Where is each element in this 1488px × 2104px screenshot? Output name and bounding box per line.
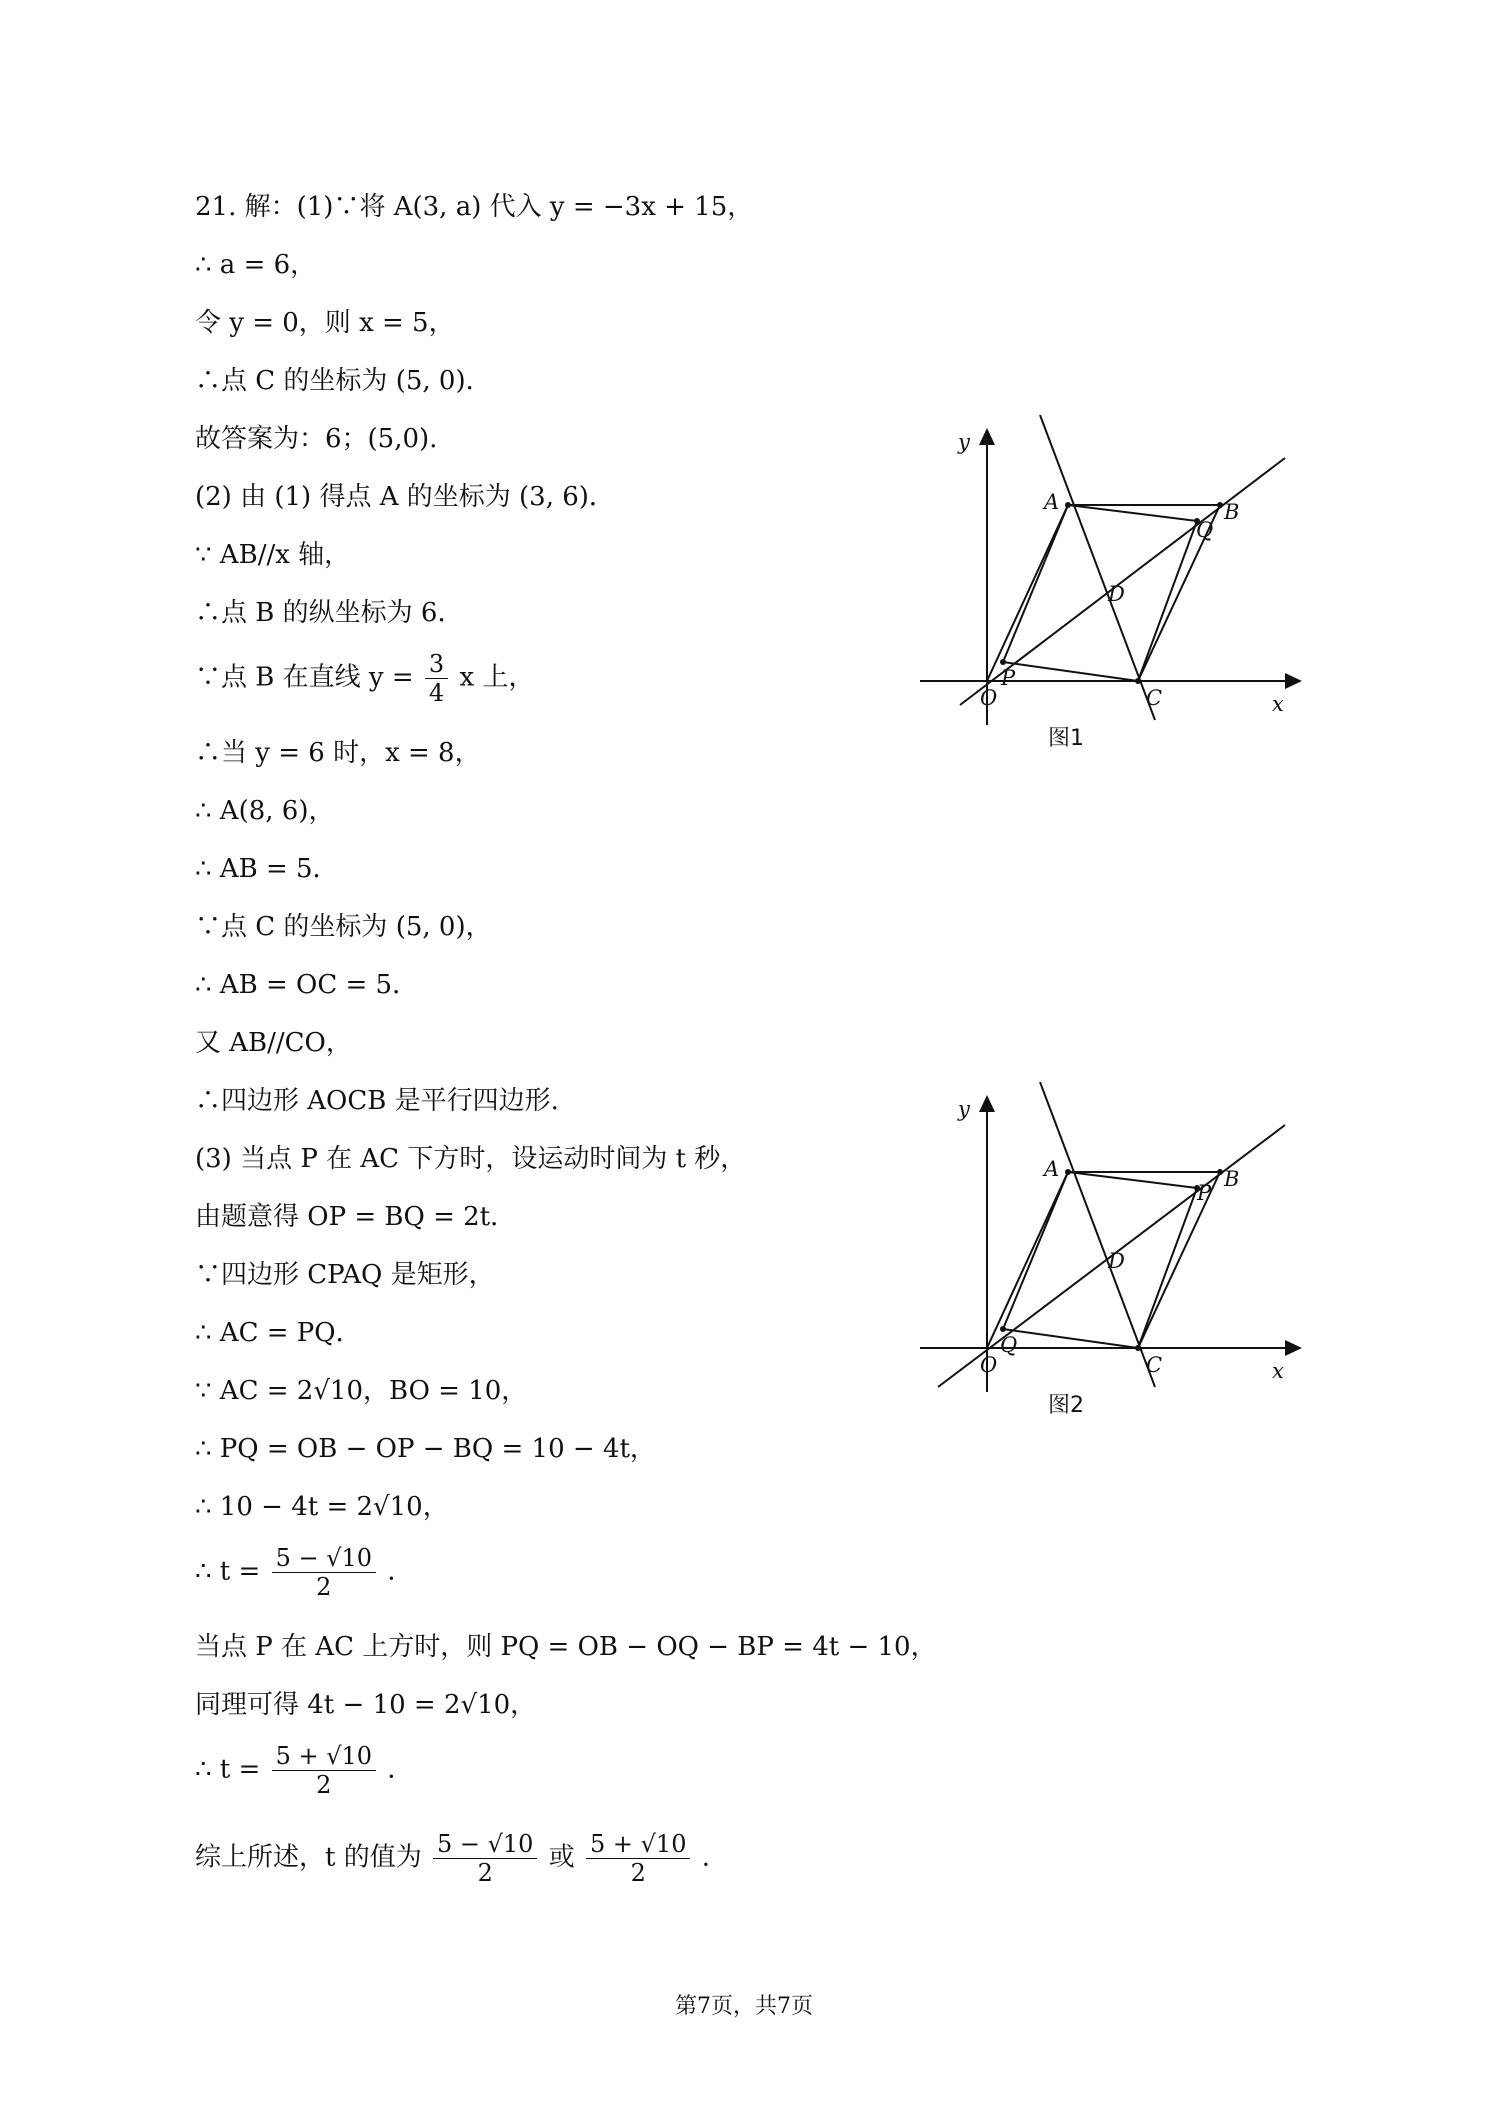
- figure-1-diagram: [920, 415, 1320, 775]
- t-minus-numerator: 5 − √10: [272, 1544, 376, 1573]
- figure-1-caption: 图1: [1048, 726, 1084, 751]
- solution-line-28: [195, 1830, 710, 1887]
- solution-line-10: ∴当 y = 6 时，x = 8，: [195, 738, 481, 768]
- solution-line-26: 同理可得 4t − 10 = 2√10，: [195, 1690, 537, 1720]
- t-plus-denominator: 2: [316, 1771, 332, 1799]
- label-o: O: [980, 1353, 998, 1377]
- label-p: P: [1001, 666, 1016, 690]
- figure-1: [920, 415, 1320, 775]
- figure-2-caption: 图2: [1048, 1393, 1084, 1418]
- conclusion-plus-numerator: 5 + √10: [586, 1830, 690, 1859]
- point-q: [1000, 1326, 1006, 1332]
- t-value-minus: [272, 1544, 376, 1601]
- solution-line-11: ∴ A(8, 6)，: [195, 796, 335, 826]
- conclusion-or: 或: [548, 1842, 575, 1873]
- solution-line-21: ∵ AC = 2√10，BO = 10，: [195, 1376, 528, 1406]
- conclusion-minus-numerator: 5 − √10: [433, 1830, 537, 1859]
- solution-line-2: ∴ a = 6，: [195, 250, 317, 280]
- segment-oa: [987, 1172, 1068, 1348]
- t-plus-numerator: 5 + √10: [272, 1742, 376, 1771]
- slope-numerator: 3: [425, 650, 448, 679]
- slope-denominator: 4: [428, 679, 445, 707]
- solution-line-3: 令 y = 0，则 x = 5，: [195, 308, 455, 338]
- label-q: Q: [1196, 518, 1214, 542]
- solution-line-17: (3) 当点 P 在 AC 下方时，设运动时间为 t 秒，: [195, 1144, 747, 1174]
- solution-line-27: [195, 1742, 413, 1799]
- label-x: x: [1272, 692, 1284, 716]
- point-c: [1135, 678, 1141, 684]
- t-prefix-2: ∴ t =: [195, 1754, 261, 1785]
- line-ac: [1040, 415, 1155, 720]
- solution-line-12: ∴ AB = 5．: [195, 854, 339, 884]
- conclusion-prefix: 综上所述，t 的值为: [195, 1842, 422, 1873]
- conclusion-t-plus: [586, 1830, 690, 1887]
- segment-qa: [1003, 1172, 1068, 1329]
- point-b: [1217, 502, 1223, 508]
- solution-line-6: (2) 由 (1) 得点 A 的坐标为 (3, 6)．: [195, 482, 615, 512]
- solution-line-14: ∴ AB = OC = 5．: [195, 970, 419, 1000]
- label-q: Q: [1000, 1333, 1018, 1357]
- solution-line-25: 当点 P 在 AC 上方时，则 PQ = OB − OQ − BP = 4t − 10，: [195, 1632, 937, 1662]
- slope-fraction: [425, 650, 448, 707]
- solution-line-5: 故答案为：6；(5,0).: [195, 424, 438, 454]
- page-footer: 第7页，共7页: [675, 1994, 813, 2019]
- solution-line-4: ∴点 C 的坐标为 (5, 0)．: [195, 366, 492, 396]
- segment-aq: [1068, 505, 1197, 521]
- label-y: y: [958, 430, 970, 454]
- label-c: C: [1146, 1353, 1163, 1377]
- y-axis-arrow: [979, 428, 995, 445]
- figure-2-diagram: [920, 1082, 1320, 1442]
- conclusion-minus-denominator: 2: [477, 1859, 493, 1887]
- segment-pa: [1003, 505, 1068, 662]
- period-2: ．: [387, 1754, 414, 1785]
- solution-line-20: ∴ AC = PQ．: [195, 1318, 362, 1348]
- solution-line-9: [195, 650, 534, 707]
- final-period: .: [701, 1842, 710, 1873]
- b-on-line-suffix: x 上，: [459, 662, 535, 693]
- segment-qc: [1138, 521, 1197, 681]
- solution-line-22: ∴ PQ = OB − OP − BQ = 10 − 4t，: [195, 1434, 656, 1464]
- label-a: A: [1044, 490, 1060, 514]
- figure-2: [920, 1082, 1320, 1442]
- label-b: B: [1224, 1167, 1240, 1191]
- conclusion-t-minus: [433, 1830, 537, 1887]
- label-p: P: [1197, 1181, 1212, 1205]
- y-axis-arrow: [979, 1095, 995, 1112]
- x-axis-arrow: [1285, 673, 1302, 689]
- point-a: [1065, 502, 1071, 508]
- x-axis-arrow: [1285, 1340, 1302, 1356]
- segment-pc: [1138, 1188, 1197, 1348]
- point-b: [1217, 1169, 1223, 1175]
- solution-line-7: ∵ AB//x 轴，: [195, 540, 351, 570]
- label-d: D: [1108, 1249, 1125, 1273]
- point-p: [1000, 659, 1006, 665]
- t-prefix-1: ∴ t =: [195, 1556, 261, 1587]
- b-on-line-prefix: ∵点 B 在直线 y =: [195, 662, 414, 693]
- solution-line-13: ∵点 C 的坐标为 (5, 0)，: [195, 912, 492, 942]
- point-a: [1065, 1169, 1071, 1175]
- label-a: A: [1044, 1157, 1060, 1181]
- t-minus-denominator: 2: [316, 1573, 332, 1601]
- solution-line-1: 21. 解：(1)∵将 A(3, a) 代入 y = −3x + 15，: [195, 192, 754, 222]
- segment-ap: [1068, 1172, 1197, 1188]
- solution-line-18: 由题意得 OP = BQ = 2t．: [195, 1202, 517, 1232]
- solution-line-16: ∴四边形 AOCB 是平行四边形.: [195, 1086, 559, 1116]
- label-b: B: [1224, 500, 1240, 524]
- solution-line-8: ∴点 B 的纵坐标为 6．: [195, 598, 464, 628]
- label-c: C: [1146, 686, 1163, 710]
- label-d: D: [1108, 582, 1125, 606]
- t-value-plus: [272, 1742, 376, 1799]
- segment-qc: [1003, 1329, 1138, 1348]
- solution-line-19: ∵四边形 CPAQ 是矩形，: [195, 1260, 495, 1290]
- line-ac: [1040, 1082, 1155, 1387]
- period-1: ．: [387, 1556, 414, 1587]
- conclusion-plus-denominator: 2: [630, 1859, 646, 1887]
- label-o: O: [980, 686, 998, 710]
- solution-line-24: [195, 1544, 413, 1601]
- solution-line-15: 又 AB//CO，: [195, 1028, 352, 1058]
- solution-line-23: ∴ 10 − 4t = 2√10，: [195, 1492, 449, 1522]
- point-c: [1135, 1345, 1141, 1351]
- segment-pc: [1003, 662, 1138, 681]
- label-x: x: [1272, 1359, 1284, 1383]
- label-y: y: [958, 1097, 970, 1121]
